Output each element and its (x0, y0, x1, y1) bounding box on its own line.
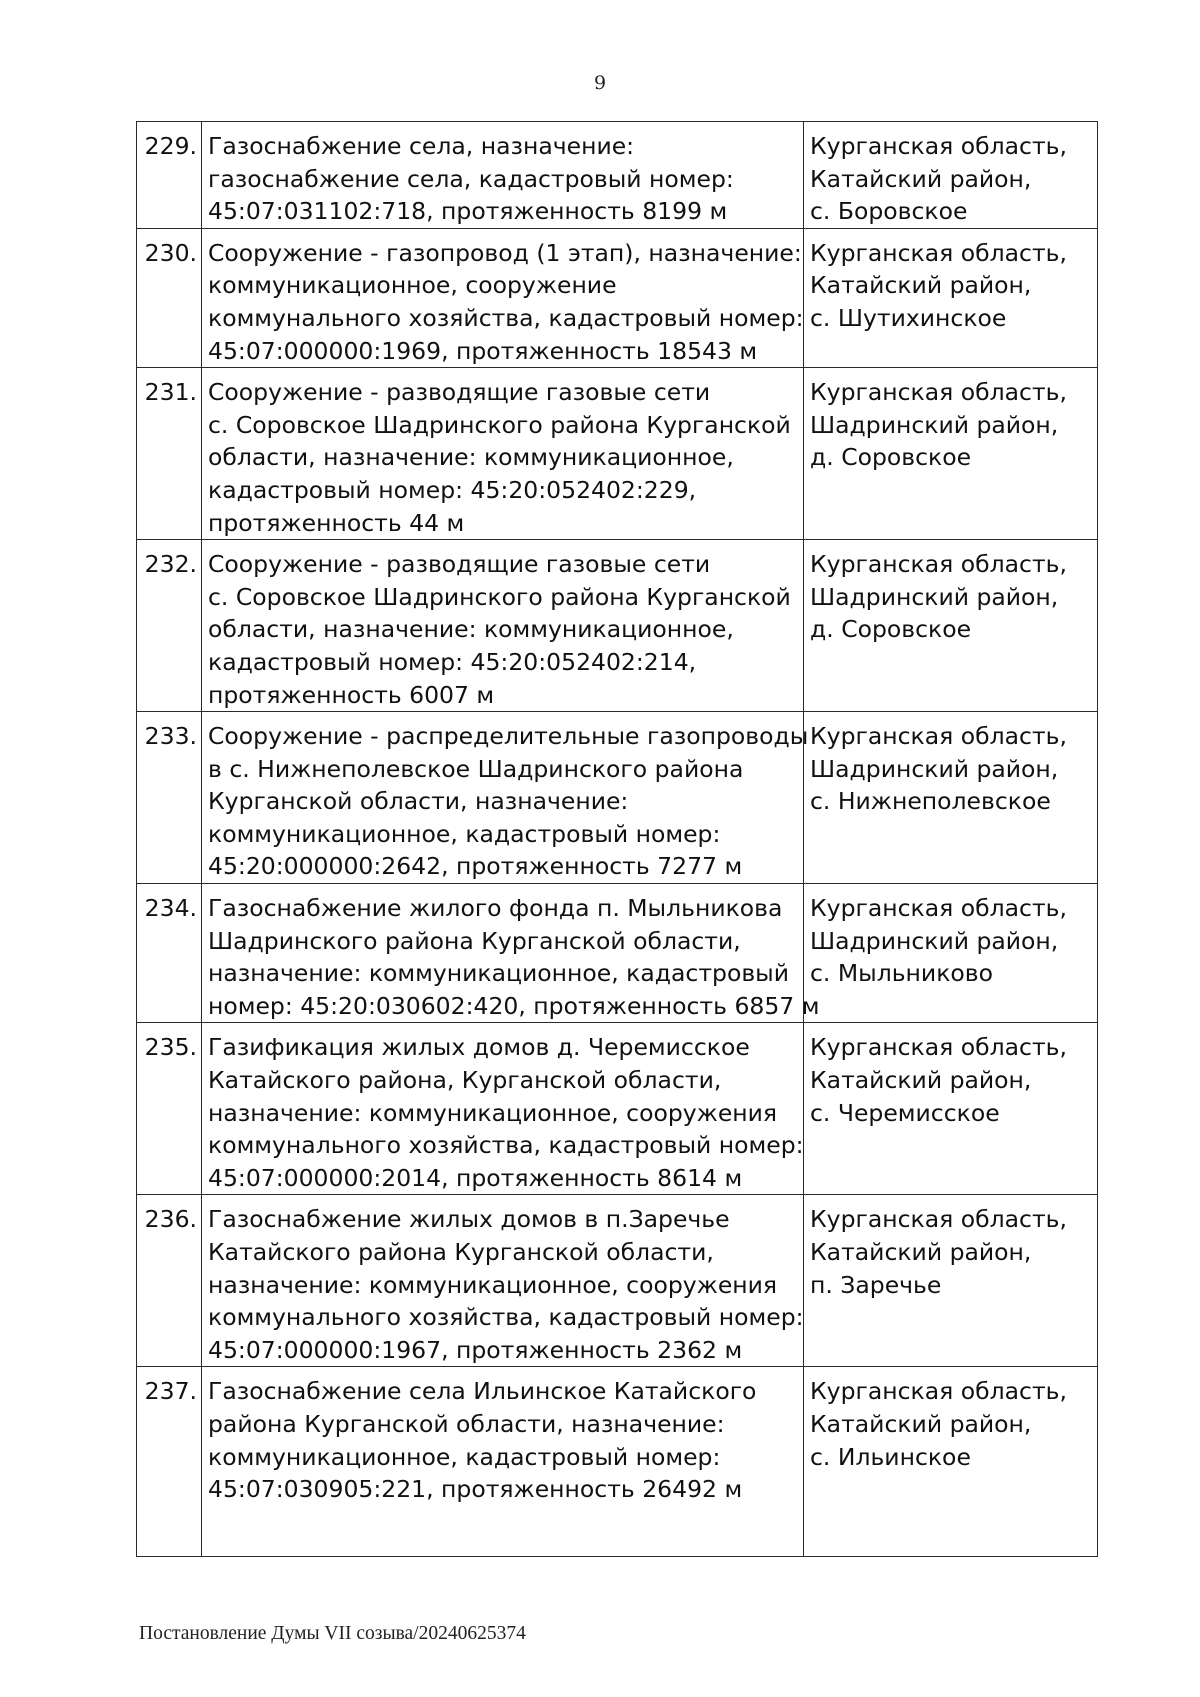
location-line: Катайский район, (810, 164, 1032, 193)
description-line: Газоснабжение села, назначение: (208, 132, 635, 160)
location-line: с. Черемисское (810, 1098, 1000, 1127)
object-location (804, 1367, 1098, 1557)
description-line: района Курганской области, назначение: (208, 1409, 725, 1438)
description-line: коммуникационное, кадастровый номер: (208, 1442, 721, 1471)
location-line: с. Ильинское (810, 1442, 971, 1471)
location-line: с. Шутихинское (810, 303, 1007, 332)
location-line: Катайский район, (810, 271, 1032, 300)
row-number: 235. (137, 1023, 202, 1195)
object-location (804, 712, 1098, 884)
location-line: Катайский район, (810, 1066, 1032, 1095)
description-line: Шадринского района Курганской области, (208, 926, 741, 955)
location-line: п. Заречье (810, 1270, 942, 1299)
object-description (202, 540, 804, 712)
table-row (137, 540, 1098, 712)
object-location (804, 1023, 1098, 1195)
row-number: 237. (137, 1367, 202, 1557)
description-line: области, назначение: коммуникационное, (208, 615, 734, 644)
object-description (202, 884, 820, 1023)
location-line: Курганская область, (810, 1205, 1067, 1234)
location-line: Курганская область, (810, 1377, 1067, 1406)
location-line: с. Боровское (810, 197, 968, 226)
description-line: области, назначение: коммуникационное, (208, 443, 734, 472)
table-row (137, 712, 1098, 884)
location-line: Курганская область, (810, 378, 1067, 407)
description-line: с. Соровское Шадринского района Курганской (208, 410, 791, 439)
description-line: назначение: коммуникационное, сооружения (208, 1270, 778, 1299)
registry-table (136, 121, 1098, 1557)
object-location (804, 1195, 1098, 1367)
object-description (202, 1195, 804, 1367)
description-line: номер: 45:20:030602:420, протяженность 6857 м (208, 991, 820, 1020)
location-line: Курганская область, (810, 722, 1067, 751)
object-description (202, 368, 804, 540)
object-location (804, 228, 1098, 367)
object-location (804, 122, 1098, 229)
description-line: коммуникационное, кадастровый номер: (208, 819, 721, 848)
description-line: протяженность 44 м (208, 508, 465, 537)
description-line: 45:07:000000:2014, протяженность 8614 м (208, 1163, 743, 1192)
footer-document-reference: Постановление Думы VII созыва/20240625374 (139, 1623, 526, 1644)
table-row (137, 1195, 1098, 1367)
table-row (137, 122, 1098, 229)
description-line: Газоснабжение жилых домов в п.Заречье (208, 1205, 730, 1234)
row-number: 234. (137, 884, 202, 1023)
location-line: Катайский район, (810, 1238, 1032, 1266)
description-line: с. Соровское Шадринского района Курганской (208, 582, 791, 611)
location-line: Курганская область, (810, 1033, 1067, 1062)
description-line: коммунального хозяйства, кадастровый номер: (208, 1303, 804, 1332)
description-line: Сооружение - газопровод (1 этап), назначение: (208, 238, 802, 267)
description-line: протяженность 6007 м (208, 680, 495, 709)
location-line: с. Мыльниково (810, 959, 993, 988)
description-line: 45:07:031102:718, протяженность 8199 м (208, 197, 728, 226)
location-line: Курганская область, (810, 132, 1067, 160)
table-row (137, 1023, 1098, 1195)
table-row (137, 884, 1098, 1023)
row-number: 232. (137, 540, 202, 712)
object-description (202, 1023, 804, 1195)
object-description (202, 1367, 804, 1557)
location-line: д. Соровское (810, 443, 972, 472)
description-line: 45:07:000000:1969, протяженность 18543 м (208, 336, 758, 365)
location-line: Курганская область, (810, 238, 1067, 267)
description-line: Сооружение - разводящие газовые сети (208, 550, 711, 579)
description-line: Газификация жилых домов д. Черемисское (208, 1033, 750, 1062)
description-line: Катайского района, Курганской области, (208, 1066, 722, 1095)
description-line: 45:07:000000:1967, протяженность 2362 м (208, 1335, 743, 1364)
description-line: коммунального хозяйства, кадастровый номер: (208, 1131, 804, 1160)
page-number: 9 (593, 72, 607, 94)
description-line: коммуникационное, сооружение (208, 271, 617, 300)
row-number: 230. (137, 228, 202, 367)
description-line: кадастровый номер: 45:20:052402:214, (208, 647, 697, 676)
object-description (202, 228, 804, 367)
location-line: Курганская область, (810, 894, 1067, 923)
description-line: 45:07:030905:221, протяженность 26492 м (208, 1475, 743, 1504)
location-line: с. Нижнеполевское (810, 787, 1051, 816)
location-line: д. Соровское (810, 615, 972, 644)
description-line: Сооружение - распределительные газопроводы (208, 722, 809, 751)
description-line: назначение: коммуникационное, кадастровый (208, 959, 789, 988)
object-description (202, 122, 804, 229)
description-line: назначение: коммуникационное, сооружения (208, 1098, 778, 1127)
table-row (137, 228, 1098, 367)
row-number: 229. (137, 122, 202, 229)
description-line: Газоснабжение села Ильинское Катайского (208, 1377, 757, 1406)
row-number: 233. (137, 712, 202, 884)
description-line: 45:20:000000:2642, протяженность 7277 м (208, 852, 743, 881)
location-line: Шадринский район, (810, 410, 1059, 439)
location-line: Шадринский район, (810, 754, 1059, 783)
description-line: газоснабжение села, кадастровый номер: (208, 164, 734, 193)
description-line: Сооружение - разводящие газовые сети (208, 378, 711, 407)
description-line: кадастровый номер: 45:20:052402:229, (208, 475, 697, 504)
object-description (202, 712, 809, 884)
description-line: Катайского района Курганской области, (208, 1238, 714, 1266)
object-location (804, 368, 1098, 540)
location-line: Шадринский район, (810, 926, 1059, 955)
description-line: Курганской области, назначение: (208, 787, 629, 816)
location-line: Шадринский район, (810, 582, 1059, 611)
location-line: Курганская область, (810, 550, 1067, 579)
description-line: коммунального хозяйства, кадастровый номер: (208, 303, 804, 332)
object-location (804, 884, 1098, 1023)
location-line: Катайский район, (810, 1409, 1032, 1438)
object-location (804, 540, 1098, 712)
row-number: 231. (137, 368, 202, 540)
table-row (137, 368, 1098, 540)
description-line: в с. Нижнеполевское Шадринского района (208, 754, 744, 783)
description-line: Газоснабжение жилого фонда п. Мыльникова (208, 894, 783, 923)
row-number: 236. (137, 1195, 202, 1367)
table-row (137, 1367, 1098, 1557)
